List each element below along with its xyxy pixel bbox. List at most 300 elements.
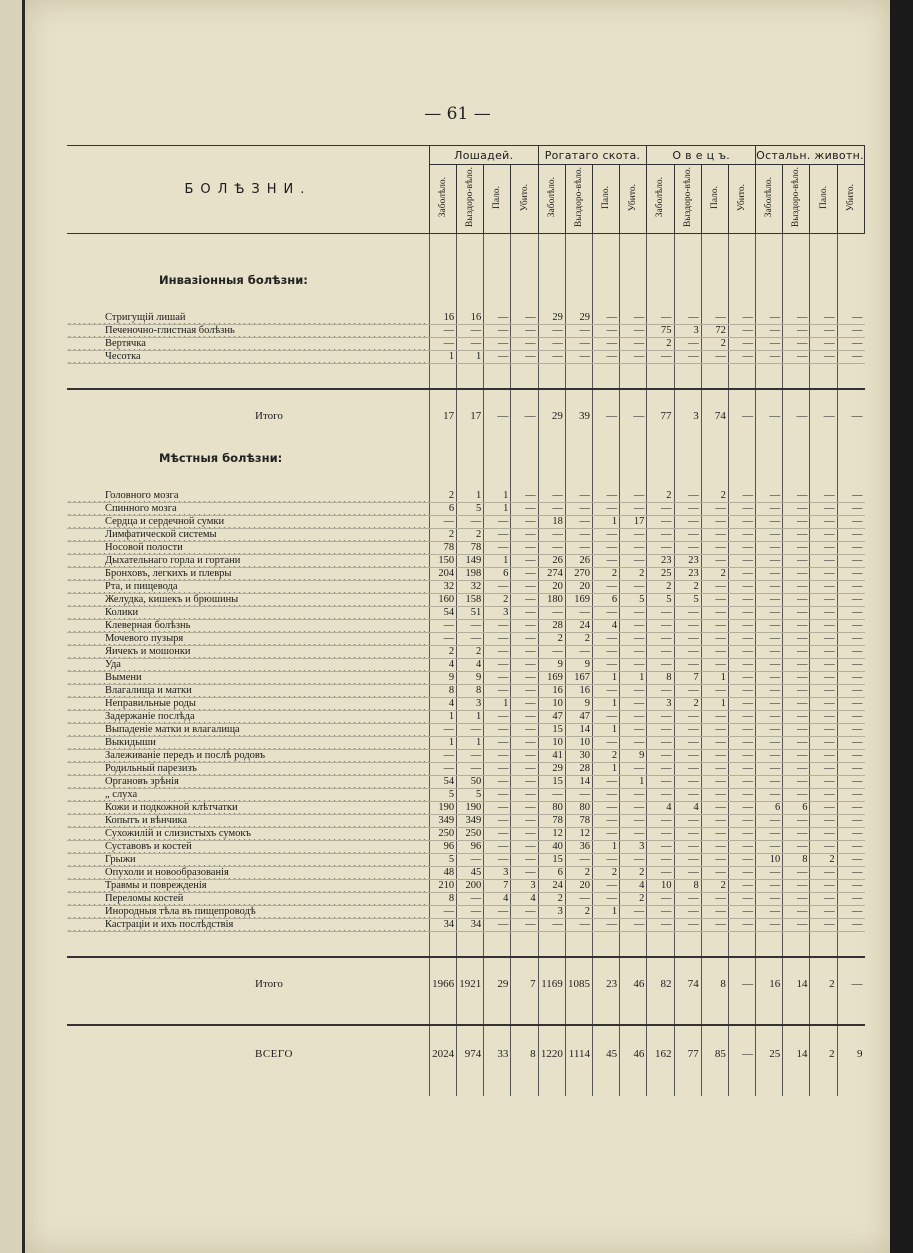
- spacer-cell: [565, 422, 592, 452]
- table-cell: 16: [538, 685, 565, 698]
- section-cell: [484, 452, 511, 464]
- table-cell: 29: [538, 312, 565, 325]
- table-cell: —: [728, 919, 755, 932]
- table-cell: —: [837, 711, 864, 724]
- table-cell: —: [511, 410, 538, 422]
- table-cell: —: [783, 325, 810, 338]
- table-row: [67, 685, 865, 698]
- table-cell: —: [783, 633, 810, 646]
- spacer-cell: [538, 990, 565, 1025]
- table-cell: —: [756, 698, 783, 711]
- spacer-cell: [756, 957, 783, 978]
- table-cell: —: [429, 338, 456, 351]
- table-cell: —: [837, 789, 864, 802]
- table-cell: 14: [565, 724, 592, 737]
- subheader-label: Выздоро-вѣло.: [791, 167, 802, 228]
- table-cell: 8: [457, 685, 484, 698]
- table-cell: —: [647, 685, 674, 698]
- table-cell: 8: [674, 880, 701, 893]
- table-cell: —: [511, 698, 538, 711]
- table-cell: —: [837, 351, 864, 364]
- table-cell: —: [484, 802, 511, 815]
- spacer-cell: [592, 234, 619, 275]
- subheader-label: Заболѣло.: [546, 177, 557, 218]
- spacer-cell: [620, 932, 647, 958]
- table-cell: —: [701, 607, 728, 620]
- table-cell: —: [511, 841, 538, 854]
- table-cell: —: [592, 919, 619, 932]
- table-cell: 169: [538, 672, 565, 685]
- table-cell: 29: [538, 410, 565, 422]
- table-cell: —: [457, 633, 484, 646]
- table-cell: —: [592, 828, 619, 841]
- table-cell: —: [837, 516, 864, 529]
- row-label: [67, 490, 429, 503]
- table-cell: —: [511, 490, 538, 503]
- table-cell: —: [756, 828, 783, 841]
- table-cell: —: [756, 338, 783, 351]
- spacer-row: [67, 389, 865, 410]
- table-cell: 3: [511, 880, 538, 893]
- spacer-cell: [756, 1025, 783, 1048]
- row-label: [67, 672, 429, 685]
- table-cell: —: [620, 325, 647, 338]
- row-label: [67, 711, 429, 724]
- table-cell: —: [837, 490, 864, 503]
- table-cell: —: [810, 685, 837, 698]
- table-cell: —: [620, 410, 647, 422]
- table-cell: —: [484, 338, 511, 351]
- table-cell: 1: [484, 503, 511, 516]
- table-cell: —: [511, 724, 538, 737]
- table-cell: —: [837, 503, 864, 516]
- table-cell: —: [538, 338, 565, 351]
- table-cell: —: [756, 646, 783, 659]
- row-label-text: Мочевого пузыря: [105, 633, 186, 644]
- table-cell: —: [592, 685, 619, 698]
- spacer-cell: [620, 286, 647, 312]
- table-cell: —: [783, 815, 810, 828]
- table-cell: —: [592, 789, 619, 802]
- table-cell: 40: [538, 841, 565, 854]
- table-cell: 190: [429, 802, 456, 815]
- table-cell: —: [592, 893, 619, 906]
- spacer-cell: [647, 1060, 674, 1096]
- table-cell: —: [783, 410, 810, 422]
- row-label-text: Желудка, кишекъ и брюшины: [105, 594, 241, 605]
- table-cell: —: [701, 312, 728, 325]
- table-cell: —: [728, 789, 755, 802]
- spacer-cell: [647, 1025, 674, 1048]
- table-row: [67, 893, 865, 906]
- spacer-cell: [756, 389, 783, 410]
- table-cell: 1921: [457, 978, 484, 990]
- row-label: [67, 351, 429, 364]
- table-cell: 2: [565, 633, 592, 646]
- table-cell: —: [484, 685, 511, 698]
- table-cell: —: [538, 503, 565, 516]
- subheader-sheep-3: [728, 165, 755, 234]
- table-cell: —: [701, 789, 728, 802]
- spacer-cell: [484, 364, 511, 390]
- subheader-label: Пало.: [709, 185, 720, 210]
- section-cell: [837, 274, 864, 286]
- table-cell: —: [511, 633, 538, 646]
- table-cell: 85: [701, 1048, 728, 1060]
- table-cell: 5: [674, 594, 701, 607]
- table-row: [67, 698, 865, 711]
- table-cell: 10: [565, 737, 592, 750]
- row-label: [67, 646, 429, 659]
- table-cell: —: [674, 841, 701, 854]
- row-label-text: Яичекъ и мошонки: [105, 646, 194, 657]
- table-cell: —: [538, 789, 565, 802]
- table-cell: —: [701, 737, 728, 750]
- spacer-cell: [484, 1025, 511, 1048]
- table-cell: —: [457, 338, 484, 351]
- spacer-row: [67, 234, 865, 275]
- table-cell: —: [620, 737, 647, 750]
- table-cell: 1: [457, 711, 484, 724]
- table-cell: —: [728, 581, 755, 594]
- spacer-cell: [728, 389, 755, 410]
- table-cell: 10: [538, 737, 565, 750]
- table-cell: —: [620, 711, 647, 724]
- spacer-cell: [810, 990, 837, 1025]
- table-cell: 180: [538, 594, 565, 607]
- spacer-cell: [674, 1025, 701, 1048]
- spacer-cell: [565, 1025, 592, 1048]
- table-cell: —: [484, 410, 511, 422]
- table-cell: —: [756, 724, 783, 737]
- table-cell: 1: [484, 698, 511, 711]
- grand-total-row: [67, 1048, 865, 1060]
- table-cell: 4: [484, 893, 511, 906]
- table-cell: —: [810, 620, 837, 633]
- table-row: [67, 503, 865, 516]
- table-cell: —: [728, 750, 755, 763]
- spacer-cell: [783, 389, 810, 410]
- table-cell: 349: [457, 815, 484, 828]
- table-cell: 6: [538, 867, 565, 880]
- subheader-cattle-0: [538, 165, 565, 234]
- table-cell: —: [810, 750, 837, 763]
- table-cell: 8: [701, 978, 728, 990]
- spacer-cell: [674, 422, 701, 452]
- spacer-cell: [647, 990, 674, 1025]
- spacer-cell: [484, 464, 511, 490]
- table-cell: 29: [484, 978, 511, 990]
- table-cell: —: [592, 854, 619, 867]
- spacer-cell: [837, 464, 864, 490]
- table-cell: —: [837, 581, 864, 594]
- table-cell: —: [429, 325, 456, 338]
- table-cell: —: [592, 325, 619, 338]
- spacer-cell: [592, 422, 619, 452]
- spacer-row: [67, 1025, 865, 1048]
- spacer-cell: [837, 234, 864, 275]
- spacer-cell: [783, 464, 810, 490]
- table-cell: —: [756, 867, 783, 880]
- table-cell: 9: [620, 750, 647, 763]
- row-label-text: Итого: [255, 410, 283, 422]
- spacer-cell: [538, 422, 565, 452]
- table-cell: —: [810, 841, 837, 854]
- row-label-text: Лимфатической системы: [105, 529, 220, 540]
- section-cell: [565, 274, 592, 286]
- table-cell: —: [837, 724, 864, 737]
- table-cell: —: [756, 410, 783, 422]
- table-cell: —: [810, 711, 837, 724]
- spacer-cell: [701, 286, 728, 312]
- table-cell: 2: [701, 338, 728, 351]
- table-cell: —: [756, 607, 783, 620]
- spacer-cell: [701, 364, 728, 390]
- table-row: [67, 880, 865, 893]
- table-cell: —: [728, 880, 755, 893]
- table-cell: —: [484, 620, 511, 633]
- spacer-cell: [429, 422, 456, 452]
- table-cell: —: [647, 351, 674, 364]
- spacer-cell: [538, 286, 565, 312]
- table-cell: 2: [674, 581, 701, 594]
- table-cell: —: [511, 685, 538, 698]
- table-cell: 23: [647, 555, 674, 568]
- table-cell: —: [647, 763, 674, 776]
- row-label-text: Печеночно-глистная болѣзнь: [105, 325, 238, 336]
- table-cell: 15: [538, 776, 565, 789]
- table-cell: —: [647, 646, 674, 659]
- table-cell: —: [484, 529, 511, 542]
- table-cell: 5: [457, 789, 484, 802]
- spacer-cell: [457, 1060, 484, 1096]
- table-cell: —: [783, 724, 810, 737]
- row-label: [67, 685, 429, 698]
- table-cell: —: [647, 529, 674, 542]
- table-cell: —: [647, 789, 674, 802]
- table-cell: 2: [592, 867, 619, 880]
- spacer-cell: [783, 286, 810, 312]
- table-cell: 17: [457, 410, 484, 422]
- table-cell: —: [728, 659, 755, 672]
- table-cell: —: [565, 529, 592, 542]
- table-cell: 18: [538, 516, 565, 529]
- spacer-cell: [429, 234, 456, 275]
- table-cell: 39: [565, 410, 592, 422]
- table-cell: —: [783, 919, 810, 932]
- table-cell: —: [783, 841, 810, 854]
- table-cell: —: [620, 529, 647, 542]
- table-cell: 2: [484, 594, 511, 607]
- table-cell: 8: [647, 672, 674, 685]
- table-cell: —: [647, 737, 674, 750]
- table-cell: —: [592, 490, 619, 503]
- table-cell: 25: [756, 1048, 783, 1060]
- table-cell: 72: [701, 325, 728, 338]
- row-label-text: Опухоли и новообразованія: [105, 867, 232, 878]
- table-cell: —: [538, 542, 565, 555]
- row-label: [67, 750, 429, 763]
- table-cell: —: [538, 607, 565, 620]
- spacer-cell: [837, 932, 864, 958]
- table-cell: —: [701, 906, 728, 919]
- table-cell: —: [810, 516, 837, 529]
- table-cell: —: [837, 828, 864, 841]
- table-cell: —: [457, 620, 484, 633]
- table-cell: —: [511, 646, 538, 659]
- section-cell: [756, 452, 783, 464]
- row-label-text: Головного мозга: [105, 490, 182, 501]
- table-cell: 46: [620, 1048, 647, 1060]
- spacer-cell: [592, 286, 619, 312]
- table-cell: —: [783, 906, 810, 919]
- spacer-cell: [756, 932, 783, 958]
- table-cell: 4: [457, 659, 484, 672]
- table-cell: 1: [620, 776, 647, 789]
- spacer-cell: [728, 1060, 755, 1096]
- table-cell: 50: [457, 776, 484, 789]
- table-cell: —: [837, 542, 864, 555]
- subheader-sheep-2: [701, 165, 728, 234]
- table-cell: 1966: [429, 978, 456, 990]
- table-cell: —: [837, 841, 864, 854]
- table-cell: —: [701, 802, 728, 815]
- table-cell: —: [484, 919, 511, 932]
- table-cell: 1: [592, 724, 619, 737]
- table-cell: 9: [837, 1048, 864, 1060]
- table-cell: —: [538, 529, 565, 542]
- table-cell: —: [457, 854, 484, 867]
- spacer-cell: [701, 1025, 728, 1048]
- spacer-cell: [538, 464, 565, 490]
- table-cell: —: [810, 815, 837, 828]
- table-cell: 78: [429, 542, 456, 555]
- table-row: [67, 351, 865, 364]
- table-cell: 54: [429, 607, 456, 620]
- table-cell: 2: [674, 698, 701, 711]
- table-cell: 270: [565, 568, 592, 581]
- table-cell: —: [647, 516, 674, 529]
- table-cell: —: [837, 325, 864, 338]
- table-cell: —: [674, 529, 701, 542]
- table-cell: —: [674, 490, 701, 503]
- table-cell: —: [810, 893, 837, 906]
- table-cell: —: [511, 607, 538, 620]
- row-label: [67, 880, 429, 893]
- spacer-cell: [810, 1025, 837, 1048]
- table-cell: —: [837, 880, 864, 893]
- table-cell: —: [810, 828, 837, 841]
- spacer-cell: [701, 932, 728, 958]
- table-cell: —: [592, 607, 619, 620]
- table-cell: 2: [647, 581, 674, 594]
- row-label: [67, 978, 429, 990]
- spacer-cell: [484, 422, 511, 452]
- table-cell: —: [674, 607, 701, 620]
- table-cell: —: [728, 555, 755, 568]
- row-label-text: Грыжи: [105, 854, 139, 865]
- table-cell: —: [837, 737, 864, 750]
- section-heading-row: [67, 274, 865, 286]
- spacer-cell: [565, 389, 592, 410]
- row-label: [67, 568, 429, 581]
- table-cell: —: [620, 906, 647, 919]
- row-label-text: Задержаніе послѣда: [105, 711, 198, 722]
- table-row: [67, 659, 865, 672]
- table-cell: 2: [429, 490, 456, 503]
- spacer-cell: [538, 234, 565, 275]
- table-cell: 210: [429, 880, 456, 893]
- spacer-cell: [538, 1025, 565, 1048]
- table-cell: —: [647, 659, 674, 672]
- table-cell: 77: [674, 1048, 701, 1060]
- row-label: [67, 325, 429, 338]
- table-cell: —: [810, 568, 837, 581]
- section-cell: [620, 274, 647, 286]
- table-cell: —: [647, 828, 674, 841]
- table-cell: 5: [429, 789, 456, 802]
- table-cell: —: [592, 410, 619, 422]
- section-cell: [810, 452, 837, 464]
- table-cell: —: [701, 828, 728, 841]
- table-cell: —: [511, 351, 538, 364]
- table-cell: 30: [565, 750, 592, 763]
- row-label-text: Вымени: [105, 672, 145, 683]
- table-cell: 48: [429, 867, 456, 880]
- table-cell: 1: [429, 737, 456, 750]
- table-cell: —: [701, 841, 728, 854]
- subheader-horses-2: [484, 165, 511, 234]
- table-cell: 10: [538, 698, 565, 711]
- table-cell: —: [783, 711, 810, 724]
- table-cell: —: [565, 503, 592, 516]
- table-cell: —: [701, 503, 728, 516]
- row-label: [67, 841, 429, 854]
- table-cell: —: [620, 659, 647, 672]
- spacer-cell: [592, 957, 619, 978]
- spacer-cell: [783, 957, 810, 978]
- table-cell: 169: [565, 594, 592, 607]
- spacer-cell: [701, 990, 728, 1025]
- table-cell: 7: [484, 880, 511, 893]
- table-cell: 23: [674, 555, 701, 568]
- spacer-cell: [67, 364, 429, 390]
- table-cell: —: [810, 633, 837, 646]
- table-cell: —: [701, 620, 728, 633]
- table-cell: 36: [565, 841, 592, 854]
- table-cell: —: [484, 750, 511, 763]
- table-cell: —: [701, 750, 728, 763]
- spacer-cell: [538, 389, 565, 410]
- subheader-horses-1: [457, 165, 484, 234]
- table-cell: —: [783, 555, 810, 568]
- table-cell: —: [783, 312, 810, 325]
- table-cell: 34: [429, 919, 456, 932]
- table-row: [67, 867, 865, 880]
- table-cell: —: [674, 815, 701, 828]
- table-cell: 200: [457, 880, 484, 893]
- table-row: [67, 919, 865, 932]
- table-cell: —: [783, 503, 810, 516]
- spacer-cell: [620, 389, 647, 410]
- table-cell: —: [701, 685, 728, 698]
- table-cell: 9: [457, 672, 484, 685]
- table-cell: 3: [484, 607, 511, 620]
- table-row: [67, 607, 865, 620]
- table-cell: —: [810, 529, 837, 542]
- table-cell: —: [728, 763, 755, 776]
- table-cell: —: [783, 685, 810, 698]
